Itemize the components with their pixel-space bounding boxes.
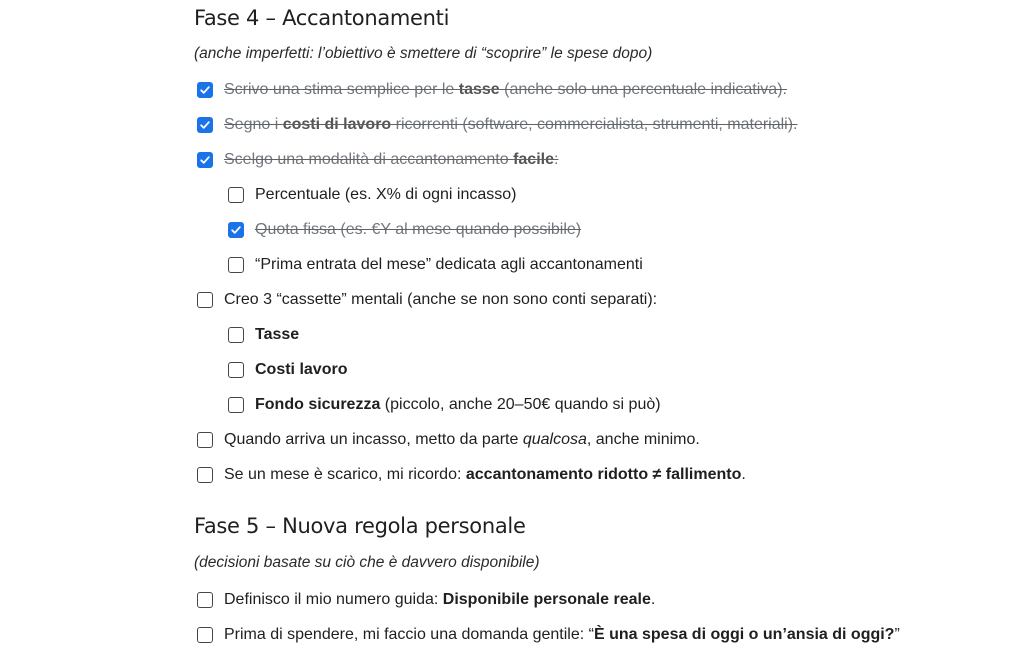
checkbox-unchecked[interactable]	[228, 397, 244, 413]
checkbox-unchecked[interactable]	[197, 292, 213, 308]
checklist-item[interactable]	[197, 464, 746, 486]
checklist-item[interactable]	[197, 149, 558, 171]
checklist-item-text: Se un mese è scarico, mi ricordo: accantonamento ridotto ≠ fallimento.	[224, 466, 746, 483]
checklist-item[interactable]	[228, 184, 516, 206]
checklist-item-text: Scelgo una modalità di accantonamento facile:	[224, 151, 559, 168]
checkbox-unchecked[interactable]	[228, 362, 244, 378]
checklist-item-text: Fondo sicurezza (piccolo, anche 20–50€ quando si può)	[255, 396, 661, 413]
checklist-item-text: Segno i costi di lavoro ricorrenti (software, commercialista, strumenti, materiali).	[224, 116, 798, 133]
checkbox-checked[interactable]	[197, 82, 213, 98]
checklist-item[interactable]	[228, 219, 581, 241]
checkbox-checked[interactable]	[197, 117, 213, 133]
checklist-item-text: Scrivo una stima semplice per le tasse (anche solo una percentuale indicativa).	[224, 81, 787, 98]
checkbox-unchecked[interactable]	[228, 327, 244, 343]
checkmark-icon	[230, 224, 242, 236]
checklist-item[interactable]	[197, 624, 900, 646]
checkbox-unchecked[interactable]	[228, 257, 244, 273]
checkmark-icon	[199, 119, 211, 131]
section-subtitle-fase-4: (anche imperfetti: l’obiettivo è smettere di “scoprire” le spese dopo)	[194, 45, 653, 62]
checklist-item[interactable]	[197, 114, 798, 136]
checklist-item-text: Percentuale (es. X% di ogni incasso)	[255, 186, 517, 203]
checkbox-unchecked[interactable]	[197, 592, 213, 608]
checklist-item-text: Prima di spendere, mi faccio una domanda gentile: “È una spesa di oggi o un’ansia di oggi?”	[224, 626, 900, 643]
section-title-fase-5: Fase 5 – Nuova regola personale	[194, 514, 526, 538]
checklist-item[interactable]	[197, 589, 655, 611]
checkmark-icon	[199, 154, 211, 166]
section-title-fase-4: Fase 4 – Accantonamenti	[194, 6, 450, 30]
section-subtitle-fase-5: (decisioni basate su ciò che è davvero disponibile)	[194, 554, 540, 571]
checklist-item-text: Tasse	[255, 326, 300, 343]
checklist-item[interactable]	[228, 359, 347, 381]
checklist-item[interactable]	[197, 429, 700, 451]
checkmark-icon	[199, 84, 211, 96]
checklist-item[interactable]	[197, 79, 787, 101]
checklist-item-text: Quando arriva un incasso, metto da parte qualcosa, anche minimo.	[224, 431, 700, 448]
checklist-item-text: Creo 3 “cassette” mentali (anche se non sono conti separati):	[224, 291, 658, 308]
checkbox-unchecked[interactable]	[197, 432, 213, 448]
checklist-item-text: Definisco il mio numero guida: Disponibile personale reale.	[224, 591, 656, 608]
checkbox-unchecked[interactable]	[197, 467, 213, 483]
checkbox-checked[interactable]	[197, 152, 213, 168]
checklist-item-text: Quota fissa (es. €Y al mese quando possibile)	[255, 221, 582, 238]
checkbox-unchecked[interactable]	[197, 627, 213, 643]
checklist-item[interactable]	[228, 254, 643, 276]
checklist-item[interactable]	[228, 394, 661, 416]
checkbox-checked[interactable]	[228, 222, 244, 238]
checkbox-unchecked[interactable]	[228, 187, 244, 203]
checklist-item-text: Costi lavoro	[255, 361, 348, 378]
checklist-item[interactable]	[228, 324, 299, 346]
checklist-item[interactable]	[197, 289, 657, 311]
checklist-item-text: “Prima entrata del mese” dedicata agli accantonamenti	[255, 256, 643, 273]
